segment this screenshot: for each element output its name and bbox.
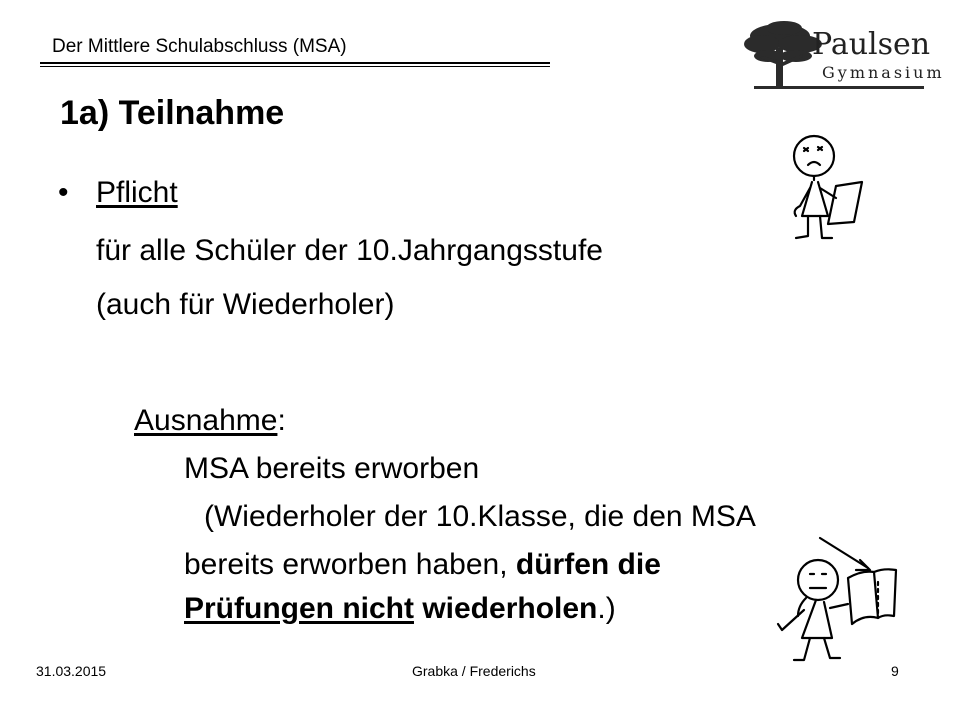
logo-text-gymnasium: Gymnasium	[822, 63, 945, 82]
header-rule	[40, 62, 550, 64]
exception-line-4-end: .)	[597, 592, 616, 625]
exception-label-text: Ausnahme	[134, 404, 278, 437]
bullet-line-1: für alle Schüler der 10.Jahrgangsstufe	[96, 234, 603, 267]
stick-figure-worried-icon	[780, 130, 880, 250]
footer-page-number: 9	[891, 663, 899, 679]
footer-date: 31.03.2015	[36, 663, 107, 679]
exception-line-3-bold: dürfen die	[515, 548, 661, 581]
tree-icon	[740, 14, 945, 98]
exception-line-4-bold: wiederholen	[422, 592, 598, 625]
header-rule-thin	[40, 66, 550, 67]
school-logo	[740, 14, 945, 98]
logo-text-paulsen: Paulsen	[812, 27, 931, 62]
bullet-heading	[96, 176, 178, 210]
bullet-marker: •	[58, 176, 69, 209]
bullet-line-2: (auch für Wiederholer)	[96, 288, 395, 321]
exception-line-2: (Wiederholer der 10.Klasse, die den MSA	[204, 500, 756, 533]
exception-label	[134, 404, 286, 438]
exception-line-4-underlined: Prüfungen nicht	[184, 592, 414, 625]
exception-line-3	[184, 548, 661, 582]
exception-line-1: MSA bereits erworben	[184, 452, 480, 485]
bullet-heading-text: Pflicht	[96, 176, 178, 209]
slide-title: 1a) Teilnahme	[60, 94, 285, 132]
stick-figure-reading-icon	[760, 530, 910, 670]
exception-line-3-normal: bereits erworben haben,	[184, 548, 516, 581]
exception-colon: :	[277, 404, 286, 437]
arrow-line	[820, 538, 868, 568]
exception-line-4	[184, 592, 616, 626]
footer-authors: Grabka / Frederichs	[412, 663, 536, 679]
header-title: Der Mittlere Schulabschluss (MSA)	[52, 36, 347, 57]
